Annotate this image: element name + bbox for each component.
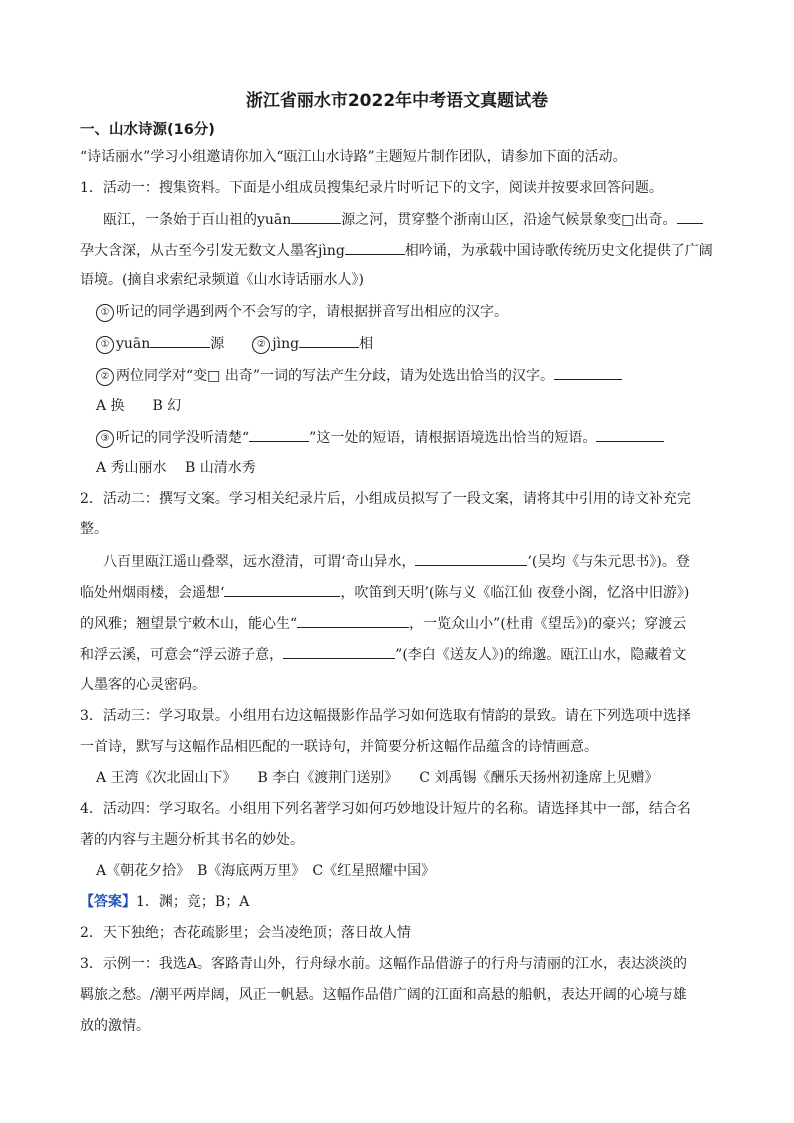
answer-label: 【答案】 <box>80 894 136 910</box>
answer-blank[interactable] <box>291 209 341 224</box>
q1-subquestion: ① 听记的同学遇到两个不会写的字，请根据拼音写出相应的汉字。 <box>96 302 508 322</box>
q1-options: A 换 B 幻 <box>96 398 182 414</box>
q4-stem: 著的内容与主题分析其书名的妙处。 <box>80 832 304 848</box>
answer-blank[interactable] <box>283 644 395 659</box>
intro-text: “诗话丽水”学习小组邀请你加入“瓯江山水诗路”主题短片制作团队，请参加下面的活动。 <box>80 149 627 165</box>
q4-options: A《朝花夕拾》 B《海底两万里》 C《红星照耀中国》 <box>96 863 436 879</box>
answer-blank[interactable] <box>297 613 409 628</box>
q1-fill-items: ① yuān 源 ② jìng 相 <box>96 333 373 354</box>
answer-line: 羁旅之愁。/潮平两岸阔，风正一帆悬。这幅作品借广阔的江面和高悬的船帆，表达开阔的心境与雄 <box>80 987 687 1003</box>
q3-stem: 3．活动三：学习取景。小组用右边这幅摄影作品学习如何选取有情韵的景致。请在下列选项中选择 <box>80 708 691 724</box>
q2-passage-line: 人墨客的心灵密码。 <box>80 677 206 693</box>
q2-passage-line: 临处州烟雨楼，会遥想‘ ，吹笛到天明’(陈与义《临江仙 夜登小阁，忆洛中旧游》) <box>80 582 689 603</box>
q2-stem: 2．活动二：撰写文案。学习相关纪录片后，小组成员拟写了一段文案，请将其中引用的诗文补充完 <box>80 491 691 507</box>
answer-blank[interactable] <box>677 209 703 224</box>
q1-subquestion: ② 两位同学对“变□ 出奇”一词的写法产生分歧，请为处选出恰当的汉字。 <box>96 365 622 386</box>
q1-options: A 秀山丽水 B 山清水秀 <box>96 460 256 476</box>
answer-blank[interactable] <box>415 551 527 566</box>
answer-line: 2．天下独绝；杏花疏影里；会当凌绝顶；落日故人情 <box>80 925 411 941</box>
q1-passage-line: 孕大含深，从古至今引发无数文人墨客jìng 相吟诵，为承载中国诗歌传统历史文化提供了广阔 <box>80 240 713 261</box>
q2-stem: 整。 <box>80 521 108 537</box>
q1-stem: 1．活动一：搜集资料。下面是小组成员搜集纪录片时听记下的文字，阅读并按要求回答问题。 <box>80 180 663 196</box>
q2-passage-line: 八百里瓯江遥山叠翠，远水澄清，可谓‘奇山异水， ’(吴均《与朱元思书》)。登 <box>103 551 690 572</box>
answer-blank[interactable] <box>224 582 340 597</box>
q1-passage-line: 语境。(摘自求索纪录频道《山水诗话丽水人》) <box>80 272 364 288</box>
page-title: 浙江省丽水市2022年中考语文真题试卷 <box>245 91 549 111</box>
answer-blank[interactable] <box>345 240 405 255</box>
answer-blank[interactable] <box>150 333 210 348</box>
answer-line: 3．示例一：我选A。客路青山外，行舟绿水前。这幅作品借游子的行舟与清丽的江水，表达淡淡的 <box>80 956 688 972</box>
answer-blank[interactable] <box>249 427 309 442</box>
section-heading: 一、山水诗源(16分) <box>80 122 215 138</box>
q4-stem: 4．活动四：学习取名。小组用下列名著学习如何巧妙地设计短片的名称。请选择其中一部，结合名 <box>80 801 691 817</box>
q2-passage-line: 的风雅；翘望景宁敕木山，能心生“ ，一览众山小”(杜甫《望岳》)的豪兴；穿渡云 <box>80 613 686 634</box>
q3-stem: 一首诗，默写与这幅作品相匹配的一联诗句，并简要分析这幅作品蕴含的诗情画意。 <box>80 739 598 755</box>
answer-blank[interactable] <box>554 365 622 380</box>
q1-subquestion: ③ 听记的同学没听清楚“ ”这一处的短语，请根据语境选出恰当的短语。 <box>96 427 664 448</box>
q2-passage-line: 和浮云溪，可意会“浮云游子意， ”(李白《送友人》)的绵邈。瓯江山水，隐藏着文 <box>80 644 686 665</box>
answer-line: 【答案】1．渊；竞；B；A <box>80 894 250 910</box>
answer-line: 放的激情。 <box>80 1018 150 1034</box>
answer-blank[interactable] <box>596 427 664 442</box>
answer-blank[interactable] <box>299 333 359 348</box>
q1-passage-line: 瓯江，一条始于百山祖的yuān 源之河，贯穿整个浙南山区，沿途气候景象变□出奇。 <box>103 209 703 230</box>
q3-options: A 王湾《次北固山下》 B 李白《渡荆门送别》 C 刘禹锡《酬乐天扬州初逢席上见赠》 <box>96 770 659 786</box>
